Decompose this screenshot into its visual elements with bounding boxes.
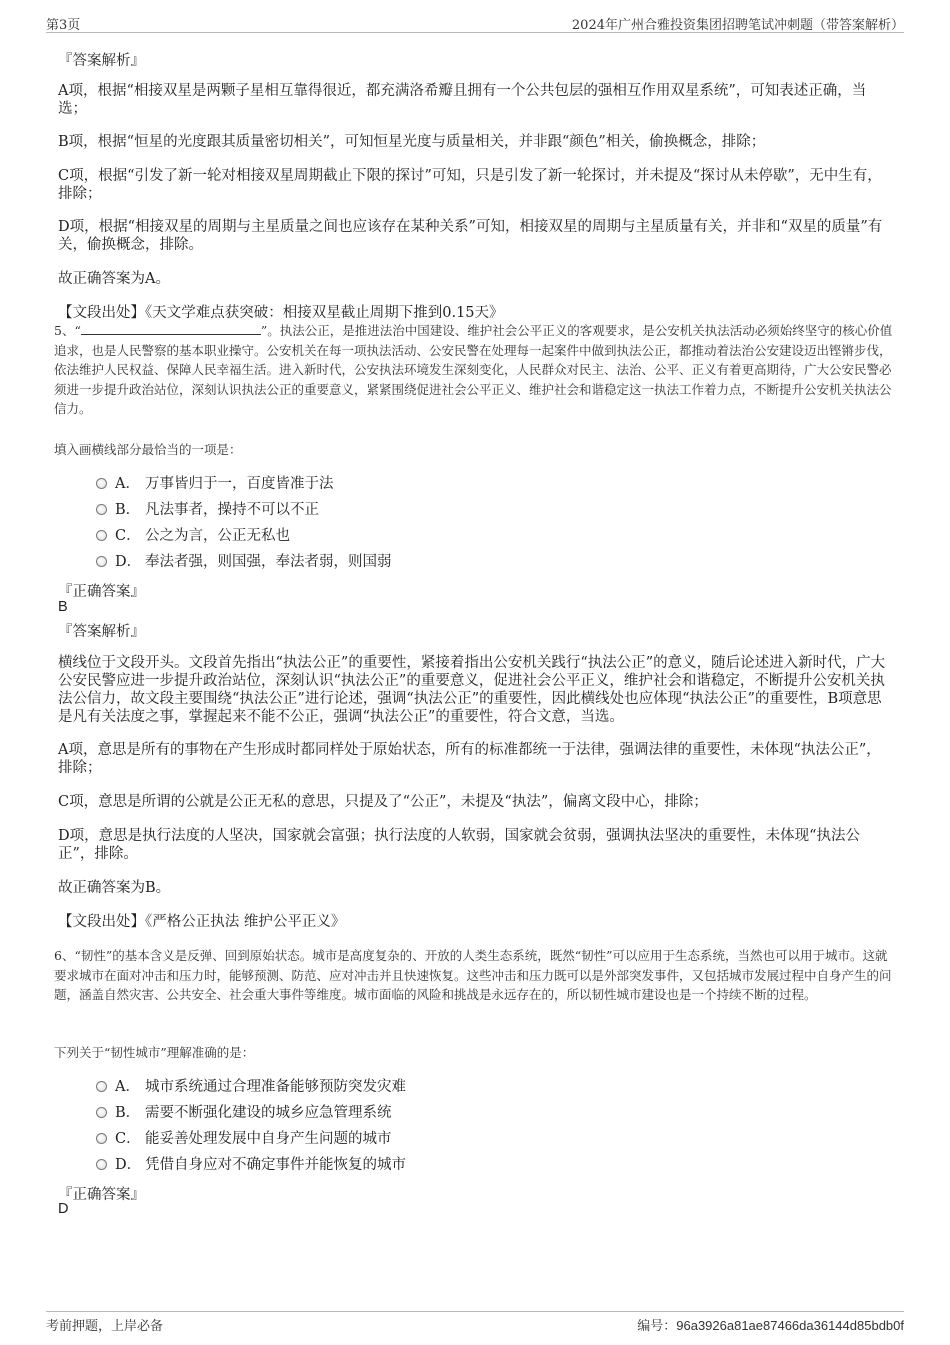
radio-icon[interactable] <box>96 556 107 567</box>
option-d[interactable] <box>96 1153 406 1173</box>
analysis-paragraph: A项，意思是所有的事物在产生形成时都同样处于原始状态，所有的标准都统一于法律，强调法律的重要性，未体现“执法公正”，排除； <box>58 742 881 776</box>
option-text: 奉法者强，则国强，奉法者弱，则国弱 <box>145 553 392 570</box>
answer-conclusion: 故正确答案为B。 <box>58 880 171 896</box>
radio-icon[interactable] <box>96 1133 107 1144</box>
analysis-paragraph: 横线位于文段开头。文段首先指出“执法公正”的重要性，紧接着指出公安机关践行“执法公正”的意义，随后论述进入新时代，广大公安民警应进一步提升政治站位，深刻认识“执法公正”的重要意义，促进社会公平正义，维护社会和谐稳定，不断提升公安机关执法公信力，故文段主要围绕“执法公正”进行论述，强调“执法公正”的重要性，因此横线处也应体现“执法公正”的重要性，B项意思是凡有关法度之事，掌握起来不能不公正，强调“执法公正”的重要性，符合文意，当选。 <box>58 655 886 725</box>
question-passage <box>54 321 896 419</box>
fill-blank <box>81 323 261 335</box>
option-c[interactable] <box>96 1127 392 1147</box>
document-title: 2024年广州合雅投资集团招聘笔试冲刺题（带答案解析） <box>571 18 904 33</box>
option-text: 能妥善处理发展中自身产生问题的城市 <box>145 1130 392 1147</box>
correct-answer: B <box>58 599 68 615</box>
option-text: 万事皆归于一，百度皆准于法 <box>145 475 334 492</box>
radio-icon[interactable] <box>96 504 107 515</box>
option-c[interactable] <box>96 524 290 544</box>
analysis-paragraph: D项，意思是执行法度的人坚决，国家就会富强；执行法度的人软弱，国家就会贫弱，强调执法坚决的重要性，未体现“执法公正”，排除。 <box>58 828 861 862</box>
analysis-paragraph: A项，根据“相接双星是两颗子星相互靠得很近，都充满洛希瓣且拥有一个公共包层的强相互作用双星系统”，可知表述正确，当选； <box>58 83 867 117</box>
footer-slogan: 考前押题，上岸必备 <box>46 1319 164 1334</box>
page-header <box>46 12 904 33</box>
correct-answer-heading: 『正确答案』 <box>58 584 145 600</box>
question-number: 5、“ <box>54 323 81 338</box>
passage-text: ”。执法公正，是推进法治中国建设、维护社会公平正义的客观要求，是公安机关执法活动必须始终坚守的核心价值追求，也是人民警察的基本职业操守。公安机关在每一项执法活动、公安民警在处理每一起案件中做到执法公正，都推动着法治公安建设迈出铿锵步伐，依法维护人民权益、保障人民幸福生活。进入新时代，公安执法环境发生深刻变化，人民群众对民主、法治、公平、正义有着更高期待，广大公安民警必须进一步提升政治站位，深刻认识执法公正的重要意义，紧紧围绕促进社会公平正义、维护社会和谐稳定这一执法工作着力点，不断提升公安机关执法公信力。 <box>54 323 893 416</box>
correct-answer-heading: 『正确答案』 <box>58 1187 145 1203</box>
option-letter: D． <box>115 553 142 570</box>
analysis-paragraph: C项，根据“引发了新一轮对相接双星周期截止下限的探讨”可知，只是引发了新一轮探讨，并未提及“探讨从未停歇”，无中生有，排除； <box>58 168 882 202</box>
option-a[interactable] <box>96 472 334 492</box>
answer-conclusion: 故正确答案为A。 <box>58 271 170 287</box>
option-letter: C． <box>115 527 141 544</box>
radio-icon[interactable] <box>96 1107 107 1118</box>
option-text: 凭借自身应对不确定事件并能恢复的城市 <box>145 1156 406 1173</box>
option-d[interactable] <box>96 550 392 570</box>
radio-icon[interactable] <box>96 478 107 489</box>
option-letter: A． <box>115 475 140 492</box>
analysis-paragraph: D项，根据“相接双星的周期与主星质量之间也应该存在某种关系”可知，相接双星的周期与主星质量有关，并非和“双星的质量”有关，偷换概念，排除。 <box>58 219 883 253</box>
option-letter: A． <box>115 1078 140 1095</box>
option-text: 凡法事者，操持不可以不正 <box>145 501 319 518</box>
analysis-heading: 『答案解析』 <box>58 53 145 69</box>
option-text: 公之为言，公正无私也 <box>145 527 290 544</box>
page-number: 第3页 <box>46 18 81 33</box>
question-prompt: 下列关于“韧性城市”理解准确的是： <box>54 1045 255 1060</box>
code-value: 96a3926a81ae87466da36144d85bdb0f <box>676 1318 904 1333</box>
correct-answer: D <box>58 1201 69 1217</box>
option-text: 需要不断强化建设的城乡应急管理系统 <box>145 1104 392 1121</box>
document-code <box>637 1315 904 1334</box>
analysis-heading: 『答案解析』 <box>58 624 145 640</box>
radio-icon[interactable] <box>96 1159 107 1170</box>
page-footer <box>46 1311 904 1336</box>
option-letter: D． <box>115 1156 142 1173</box>
source-citation: 【文段出处】《严格公正执法 维护公平正义》 <box>58 914 346 930</box>
source-citation: 【文段出处】《天文学难点获突破：相接双星截止周期下推到0.15天》 <box>58 305 504 321</box>
question-prompt: 填入画横线部分最恰当的一项是： <box>54 442 242 457</box>
radio-icon[interactable] <box>96 1081 107 1092</box>
code-label: 编号： <box>637 1319 677 1334</box>
analysis-paragraph: B项，根据“恒星的光度跟其质量密切相关”，可知恒星光度与质量相关，并非跟“颜色”相关，偷换概念，排除； <box>58 134 766 150</box>
option-b[interactable] <box>96 498 319 518</box>
option-a[interactable] <box>96 1075 406 1095</box>
analysis-paragraph: C项，意思是所谓的公就是公正无私的意思，只提及了“公正”，未提及“执法”，偏离文段中心，排除； <box>58 794 708 810</box>
question-passage: 6、“韧性”的基本含义是反弹、回到原始状态。城市是高度复杂的、开放的人类生态系统，既然“韧性”可以应用于生态系统，当然也可以用于城市。这就要求城市在面对冲击和压力时，能够预测、防范、应对冲击并且快速恢复。这些冲击和压力既可以是外部突发事件，又包括城市发展过程中自身产生的问题，涵盖自然灾害、公共安全、社会重大事件等维度。城市面临的风险和挑战是永远存在的，所以韧性城市建设也是一个持续不断的过程。 <box>54 948 892 1002</box>
option-letter: B． <box>115 1104 141 1121</box>
radio-icon[interactable] <box>96 530 107 541</box>
option-letter: B． <box>115 501 141 518</box>
option-b[interactable] <box>96 1101 392 1121</box>
option-text: 城市系统通过合理准备能够预防突发灾难 <box>145 1078 406 1095</box>
option-letter: C． <box>115 1130 141 1147</box>
